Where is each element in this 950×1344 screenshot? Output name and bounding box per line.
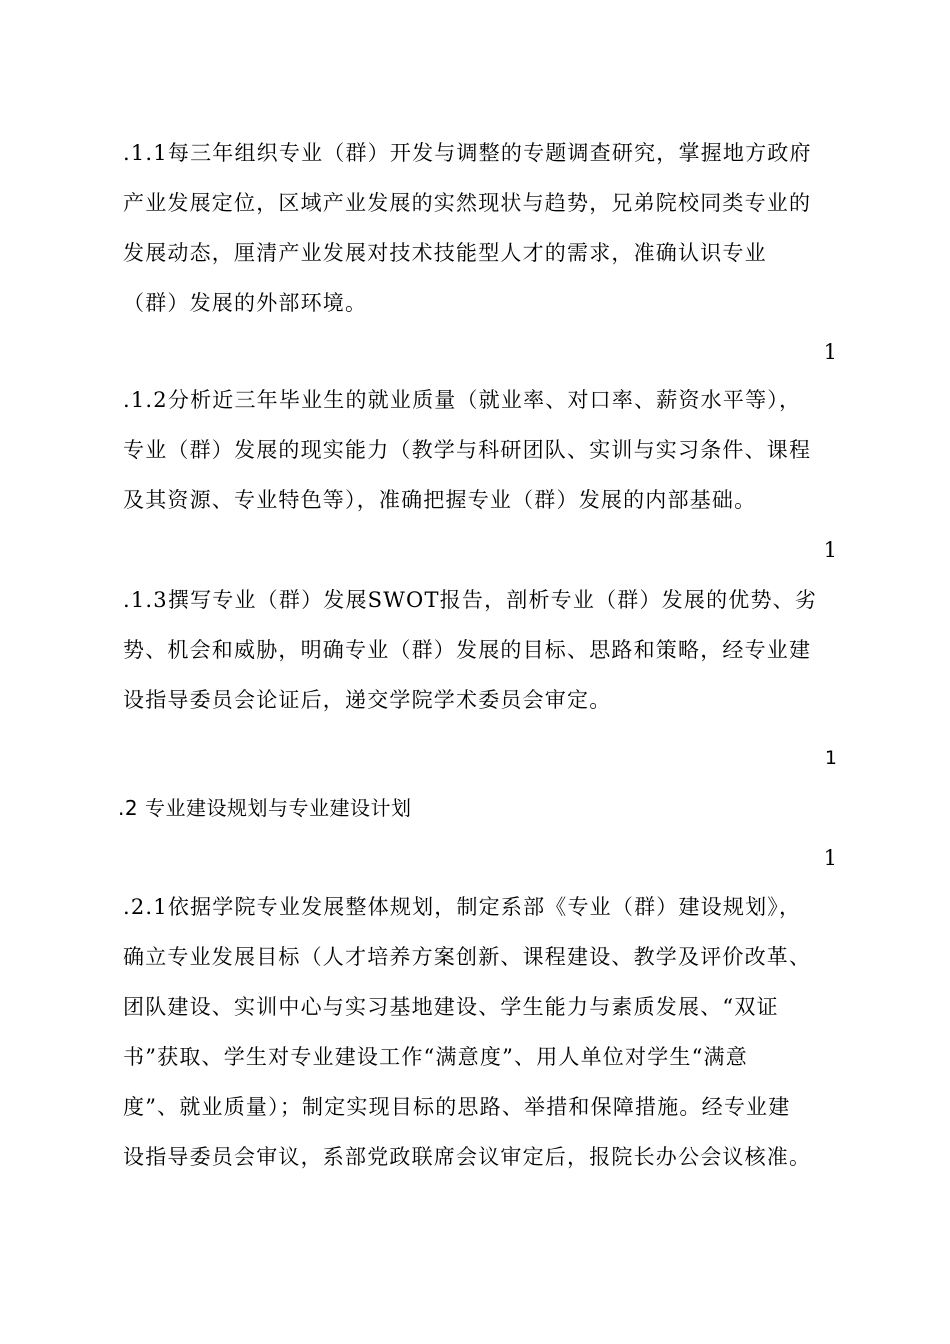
paragraph-line: 设指导委员会审议，系部党政联席会议审定后，报院长办公会议核准。 [123,1145,812,1169]
paragraph-line: 势、机会和威胁，明确专业（群）发展的目标、思路和策略，经专业建 [123,638,812,662]
paragraph-line: 度”、就业质量）；制定实现目标的思路、举措和保障措施。经专业建 [123,1095,791,1119]
paragraph-line: 确立专业发展目标（人才培养方案创新、课程建设、教学及评价改革、 [123,945,812,969]
page-marker: 1 [823,340,837,364]
page-marker: 1 [823,846,837,870]
section-heading: .2 专业建设规划与专业建设计划 [118,796,412,820]
paragraph-line: .2.1依据学院专业发展整体规划，制定系部《专业（群）建设规划》， [123,895,802,919]
paragraph-1-1-2 [123,375,835,525]
page-marker: 1 [824,747,837,769]
paragraph-1-1-1 [123,128,835,328]
page-marker: 1 [823,538,837,562]
paragraph-line: 书”获取、学生对专业建设工作“满意度”、用人单位对学生“满意 [123,1045,748,1069]
paragraph-1-2-1 [123,882,835,1182]
paragraph-line: 团队建设、实训中心与实习基地建设、学生能力与素质发展、“双证 [123,995,779,1019]
paragraph-line: （群）发展的外部环境。 [123,291,368,315]
paragraph-line: 设指导委员会论证后，递交学院学术委员会审定。 [123,688,612,712]
paragraph-line: 及其资源、专业特色等），准确把握专业（群）发展的内部基础。 [123,488,757,512]
paragraph-line: .1.2分析近三年毕业生的就业质量（就业率、对口率、薪资水平等）， [123,388,802,412]
paragraph-line: 发展动态，厘清产业发展对技术技能型人才的需求，准确认识专业 [123,241,767,265]
paragraph-line: 专业（群）发展的现实能力（教学与科研团队、实训与实习条件、课程 [123,438,812,462]
paragraph-line: .1.1每三年组织专业（群）开发与调整的专题调查研究，掌握地方政府 [123,141,812,165]
paragraph-line: 产业发展定位，区域产业发展的实然现状与趋势，兄弟院校同类专业的 [123,191,812,215]
paragraph-1-1-3 [123,575,835,725]
paragraph-line: .1.3撰写专业（群）发展SWOT报告，剖析专业（群）发展的优势、劣 [123,588,818,612]
